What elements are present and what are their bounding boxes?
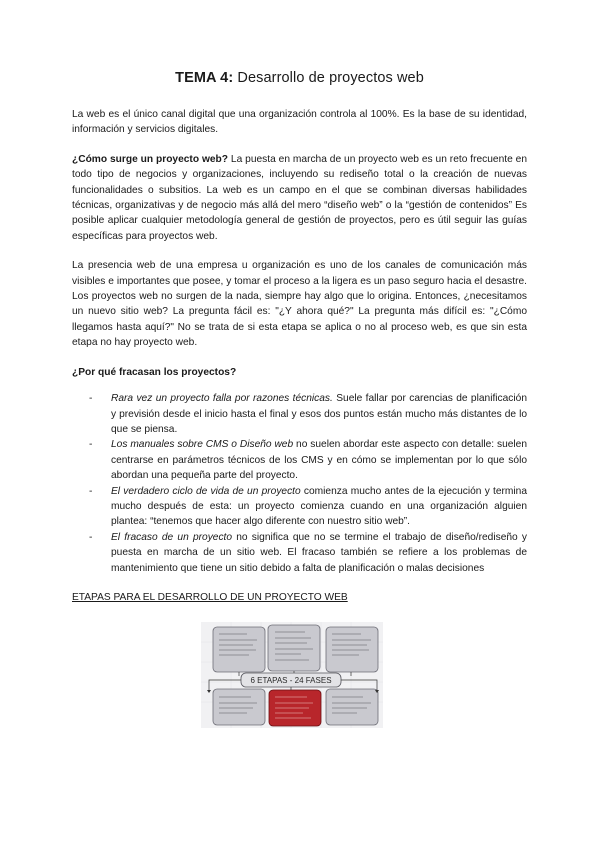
- item-text: comienza mucho antes de la ejecución y termina mucho después de esta: un proyecto comienza cuando en una organización alguien plantea: “tenemos que hacer algo diferente con nuestro sitio web”.: [111, 485, 527, 528]
- dash: -: [89, 393, 93, 405]
- stages-heading: ETAPAS PARA EL DESARROLLO DE UN PROYECTO WEB: [72, 591, 348, 603]
- document-page: [72, 70, 527, 619]
- item-italic: Los manuales sobre CMS o Diseño web: [111, 439, 294, 451]
- stage-box-6: [326, 689, 378, 725]
- why-heading: ¿Por qué fracasan los proyectos?: [72, 366, 237, 378]
- item-italic: El fracaso de un proyecto: [111, 531, 233, 543]
- item-text: no suelen abordar este aspecto con detalle: suelen centrarse en parámetros técnicos de los CMS y en cómo se implementan por lo que sólo abordan una pequeña parte del proyecto.: [111, 439, 527, 482]
- how-text: La puesta en marcha de un proyecto web es un reto frecuente en todo tipo de negocios y organizaciones, incluyendo su rediseño total o la creación de nuevas funcionalidades o subsitios. La web es un campo en el que se combinan diversas habilidades técnicas, organizativas y de negocio más allá del mero “diseño web” o la “gestión de contenidos” Es posible aplicar cualquier metodología general de gestión de proyectos, pero es útil seguir las guías específicas para proyectos web.: [72, 153, 527, 242]
- list-item: [89, 391, 527, 437]
- dash: -: [89, 485, 93, 497]
- title-rest: Desarrollo de proyectos web: [233, 70, 424, 86]
- intro-paragraph: La web es el único canal digital que una organización controla al 100%. Es la base de su identidad, información y servicios digitales.: [72, 109, 527, 136]
- dash: -: [89, 531, 93, 543]
- item-text: Suele fallar por carencias de planificación y previsión desde el inicio hasta el final y esos dos puntos están mucho más distantes de lo que se piensa.: [111, 393, 527, 435]
- dash: -: [89, 439, 93, 451]
- list-item: [89, 530, 527, 576]
- stages-diagram: [201, 622, 383, 728]
- how-paragraph: [72, 152, 527, 244]
- center-label: 6 ETAPAS - 24 FASES: [250, 676, 332, 685]
- item-italic: Rara vez un proyecto falla por razones técnicas.: [111, 393, 333, 405]
- list-item: [89, 437, 527, 483]
- list-item: [89, 484, 527, 530]
- how-heading: ¿Cómo surge un proyecto web?: [72, 153, 228, 165]
- page-title: [72, 70, 527, 86]
- stages-diagram-svg: [201, 622, 383, 728]
- title-bold: TEMA 4:: [175, 70, 234, 86]
- item-text: no significa que no se termine el trabajo de diseño/rediseño y puesta en marcha de un sitio web. El fracaso también se refiere a los problemas de mantenimiento que tiene un sitio debido a falta de planificación o malas decisiones: [111, 531, 527, 574]
- item-italic: El verdadero ciclo de vida de un proyecto: [111, 485, 301, 497]
- presence-paragraph: La presencia web de una empresa u organización es uno de los canales de comunicación más visibles e importantes que posee, y tomar el proceso a la ligera es un paso seguro hacia el desastre. Los proyectos web no surgen de la nada, siempre hay algo que lo origina. Entonces, ¿necesitamos un nuevo sitio web? La pregunta fácil es: "¿Y ahora qué?" La pregunta más difícil es: "¿Cómo llegamos hasta aquí?" No se trata de si esta etapa se aplica o no al proceso web, es que sin esta etapa no hay proyecto web.: [72, 260, 527, 349]
- failure-list: [72, 391, 527, 576]
- stage-box-4: [213, 689, 265, 725]
